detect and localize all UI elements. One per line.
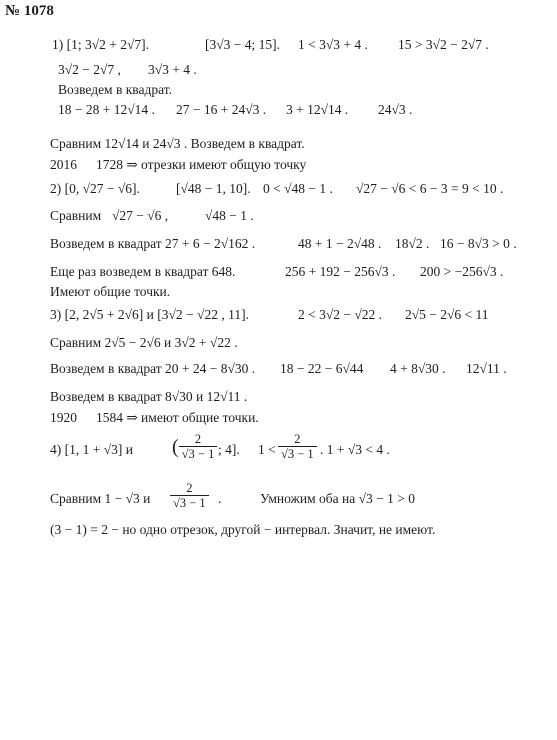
math-expression: Сравним 1 − √3 и	[50, 491, 151, 506]
math-expression: Имеют общие точки.	[50, 284, 171, 299]
math-expression: Сравним 2√5 − 2√6 и 3√2 + √22 .	[50, 335, 238, 350]
math-expression: 18√2 .	[395, 236, 430, 251]
math-expression: 16 − 8√3 > 0 .	[440, 236, 517, 251]
math-expression: √27 − √6 ,	[112, 208, 169, 223]
math-expression: 1 < 3√3 + 4 .	[298, 37, 368, 52]
math-expression: 4) [1, 1 + √3] и	[50, 442, 133, 457]
math-expression: 15 > 3√2 − 2√7 .	[398, 37, 489, 52]
math-expression: 2 < 3√2 − √22 .	[298, 307, 383, 322]
math-expression: 3) [2, 2√5 + 2√6] и [3√2 − √22 , 11].	[50, 307, 249, 322]
math-expression: 0 < √48 − 1 .	[263, 181, 333, 196]
math-expression: 3√2 − 2√7 ,	[58, 62, 121, 77]
math-expression: . 1 + √3 < 4 .	[320, 442, 390, 457]
math-expression: 1920	[50, 410, 77, 425]
math-expression: .	[218, 491, 222, 506]
fraction: $\frac{2}{√3 - 1}$	[170, 481, 209, 510]
math-expression: 48 + 1 − 2√48 .	[298, 236, 382, 251]
math-expression: Возведем в квадрат 8√30 и 12√11 .	[50, 389, 248, 404]
math-expression: Возведем в квадрат 27 + 6 − 2√162 .	[50, 236, 256, 251]
problem-title: № 1078	[5, 3, 54, 19]
math-expression: Возведем в квадрат 20 + 24 − 8√30 .	[50, 361, 256, 376]
math-expression: 3 + 12√14 .	[286, 102, 349, 117]
math-expression: 200 > −256√3 .	[420, 264, 504, 279]
math-expression: 1) [1; 3√2 + 2√7].	[52, 37, 150, 52]
math-expression: 27 − 16 + 24√3 .	[176, 102, 267, 117]
math-expression: Возведем в квадрат.	[58, 82, 172, 97]
fraction: $\frac{2}{√3 - 1}$	[278, 432, 317, 461]
math-expression: ; 4].	[218, 442, 240, 457]
math-expression: 24√3 .	[378, 102, 413, 117]
fraction: $\frac{2}{√3 - 1}$	[179, 432, 218, 461]
math-expression: √27 − √6 < 6 − 3 = 9 < 10 .	[356, 181, 504, 196]
math-expression: Сравним 12√14 и 24√3 . Возведем в квадрат.	[50, 136, 305, 151]
fraction-inequality	[278, 432, 317, 461]
math-expression: 1584 ⇒ имеют общие точки.	[96, 410, 259, 425]
math-expression: 3√3 + 4 .	[148, 62, 197, 77]
fraction-compare	[170, 481, 209, 510]
math-expression: [√48 − 1, 10].	[176, 181, 251, 196]
math-expression: 2√5 − 2√6 < 11	[405, 307, 489, 322]
fraction-interval: ( $\frac{2}{√3 - 1}$	[172, 432, 217, 461]
math-expression: Умножим оба на √3 − 1 > 0	[260, 491, 415, 506]
math-expression: 2) [0, √27 − √6].	[50, 181, 140, 196]
math-expression: 1728 ⇒ отрезки имеют общую точку	[96, 157, 307, 172]
math-expression: 2016	[50, 157, 77, 172]
math-expression: Еще раз возведем в квадрат 648.	[50, 264, 236, 279]
math-expression: 18 − 22 − 6√44	[280, 361, 364, 376]
math-expression: Сравним	[50, 208, 102, 223]
math-expression: 18 − 28 + 12√14 .	[58, 102, 155, 117]
math-expression: 256 + 192 − 256√3 .	[285, 264, 396, 279]
math-expression: √48 − 1 .	[205, 208, 254, 223]
math-expression: 1 <	[258, 442, 276, 457]
math-expression: 12√11 .	[466, 361, 507, 376]
math-expression: 4 + 8√30 .	[390, 361, 446, 376]
math-expression: [3√3 − 4; 15].	[205, 37, 281, 52]
math-expression: (3 − 1) = 2 − но одно отрезок, другой − интервал. Значит, не имеют.	[50, 522, 436, 537]
